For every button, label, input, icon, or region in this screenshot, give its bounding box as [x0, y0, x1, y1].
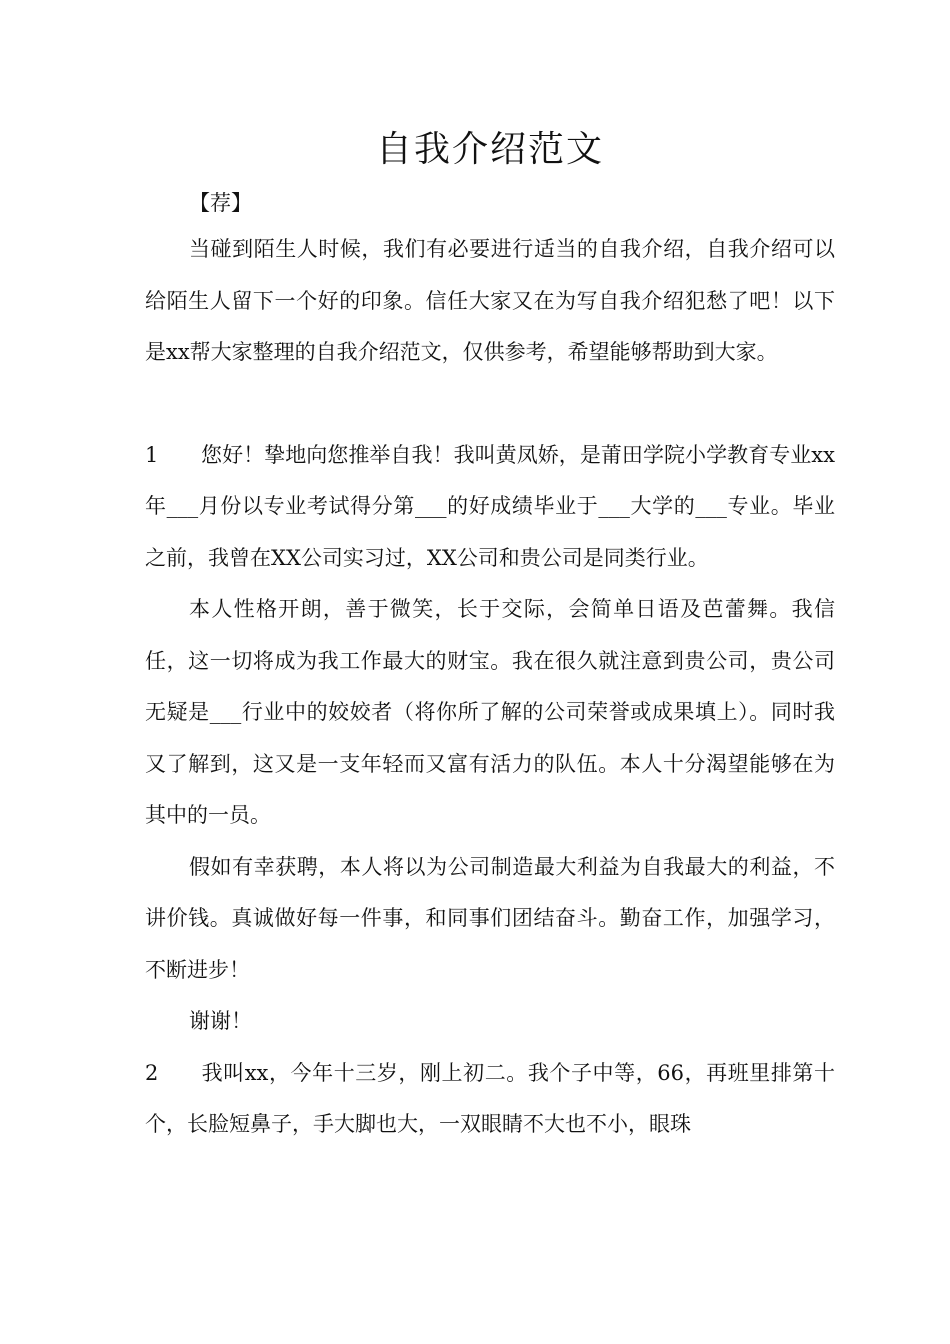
section-number: 2 [145, 1060, 159, 1085]
section-2-text: 我叫xx，今年十三岁，刚上初二。我个子中等，66，再班里排第十个，长脸短鼻子，手大脚也大，一双眼睛不大也不小，眼珠 [145, 1060, 835, 1136]
recommend-tag: 【荐】 [189, 191, 252, 215]
section-1-text: 您好！挚地向您推举自我！我叫黄凤娇，是莆田学院小学教育专业xx年___月份以专业考试得分第___的好成绩毕业于___大学的___专业。毕业之前，我曾在XX公司实习过，XX公司和贵公司是同类行业。 [145, 442, 835, 570]
intro-paragraph: 当碰到陌生人时候，我们有必要进行适当的自我介绍，自我介绍可以给陌生人留下一个好的印象。信任大家又在为写自我介绍犯愁了吧！以下是xx帮大家整理的自我介绍范文，仅供参考，希望能够帮助到大家。 [145, 237, 835, 364]
section-1-paragraph-3: 假如有幸获聘，本人将以为公司制造最大利益为自我最大的利益，不讲价钱。真诚做好每一件事，和同事们团结奋斗。勤奋工作，加强学习，不断进步！ [145, 854, 835, 982]
section-number: 1 [145, 442, 159, 467]
section-1-thanks: 谢谢！ [189, 1009, 252, 1033]
section-2-paragraph [145, 1048, 835, 1151]
document-page [145, 120, 835, 1151]
paragraph-gap [145, 379, 835, 430]
section-1-paragraph [145, 430, 835, 585]
document-title: 自我介绍范文 [375, 129, 604, 170]
section-1-paragraph-2: 本人性格开朗，善于微笑，长于交际，会简单日语及芭蕾舞。我信任，这一切将成为我工作最大的财宝。我在很久就注意到贵公司，贵公司无疑是___行业中的姣姣者（将你所了解的公司荣誉或成果填上）。同时我又了解到，这又是一支年轻而又富有活力的队伍。本人十分渴望能够在为其中的一员。 [145, 597, 835, 827]
